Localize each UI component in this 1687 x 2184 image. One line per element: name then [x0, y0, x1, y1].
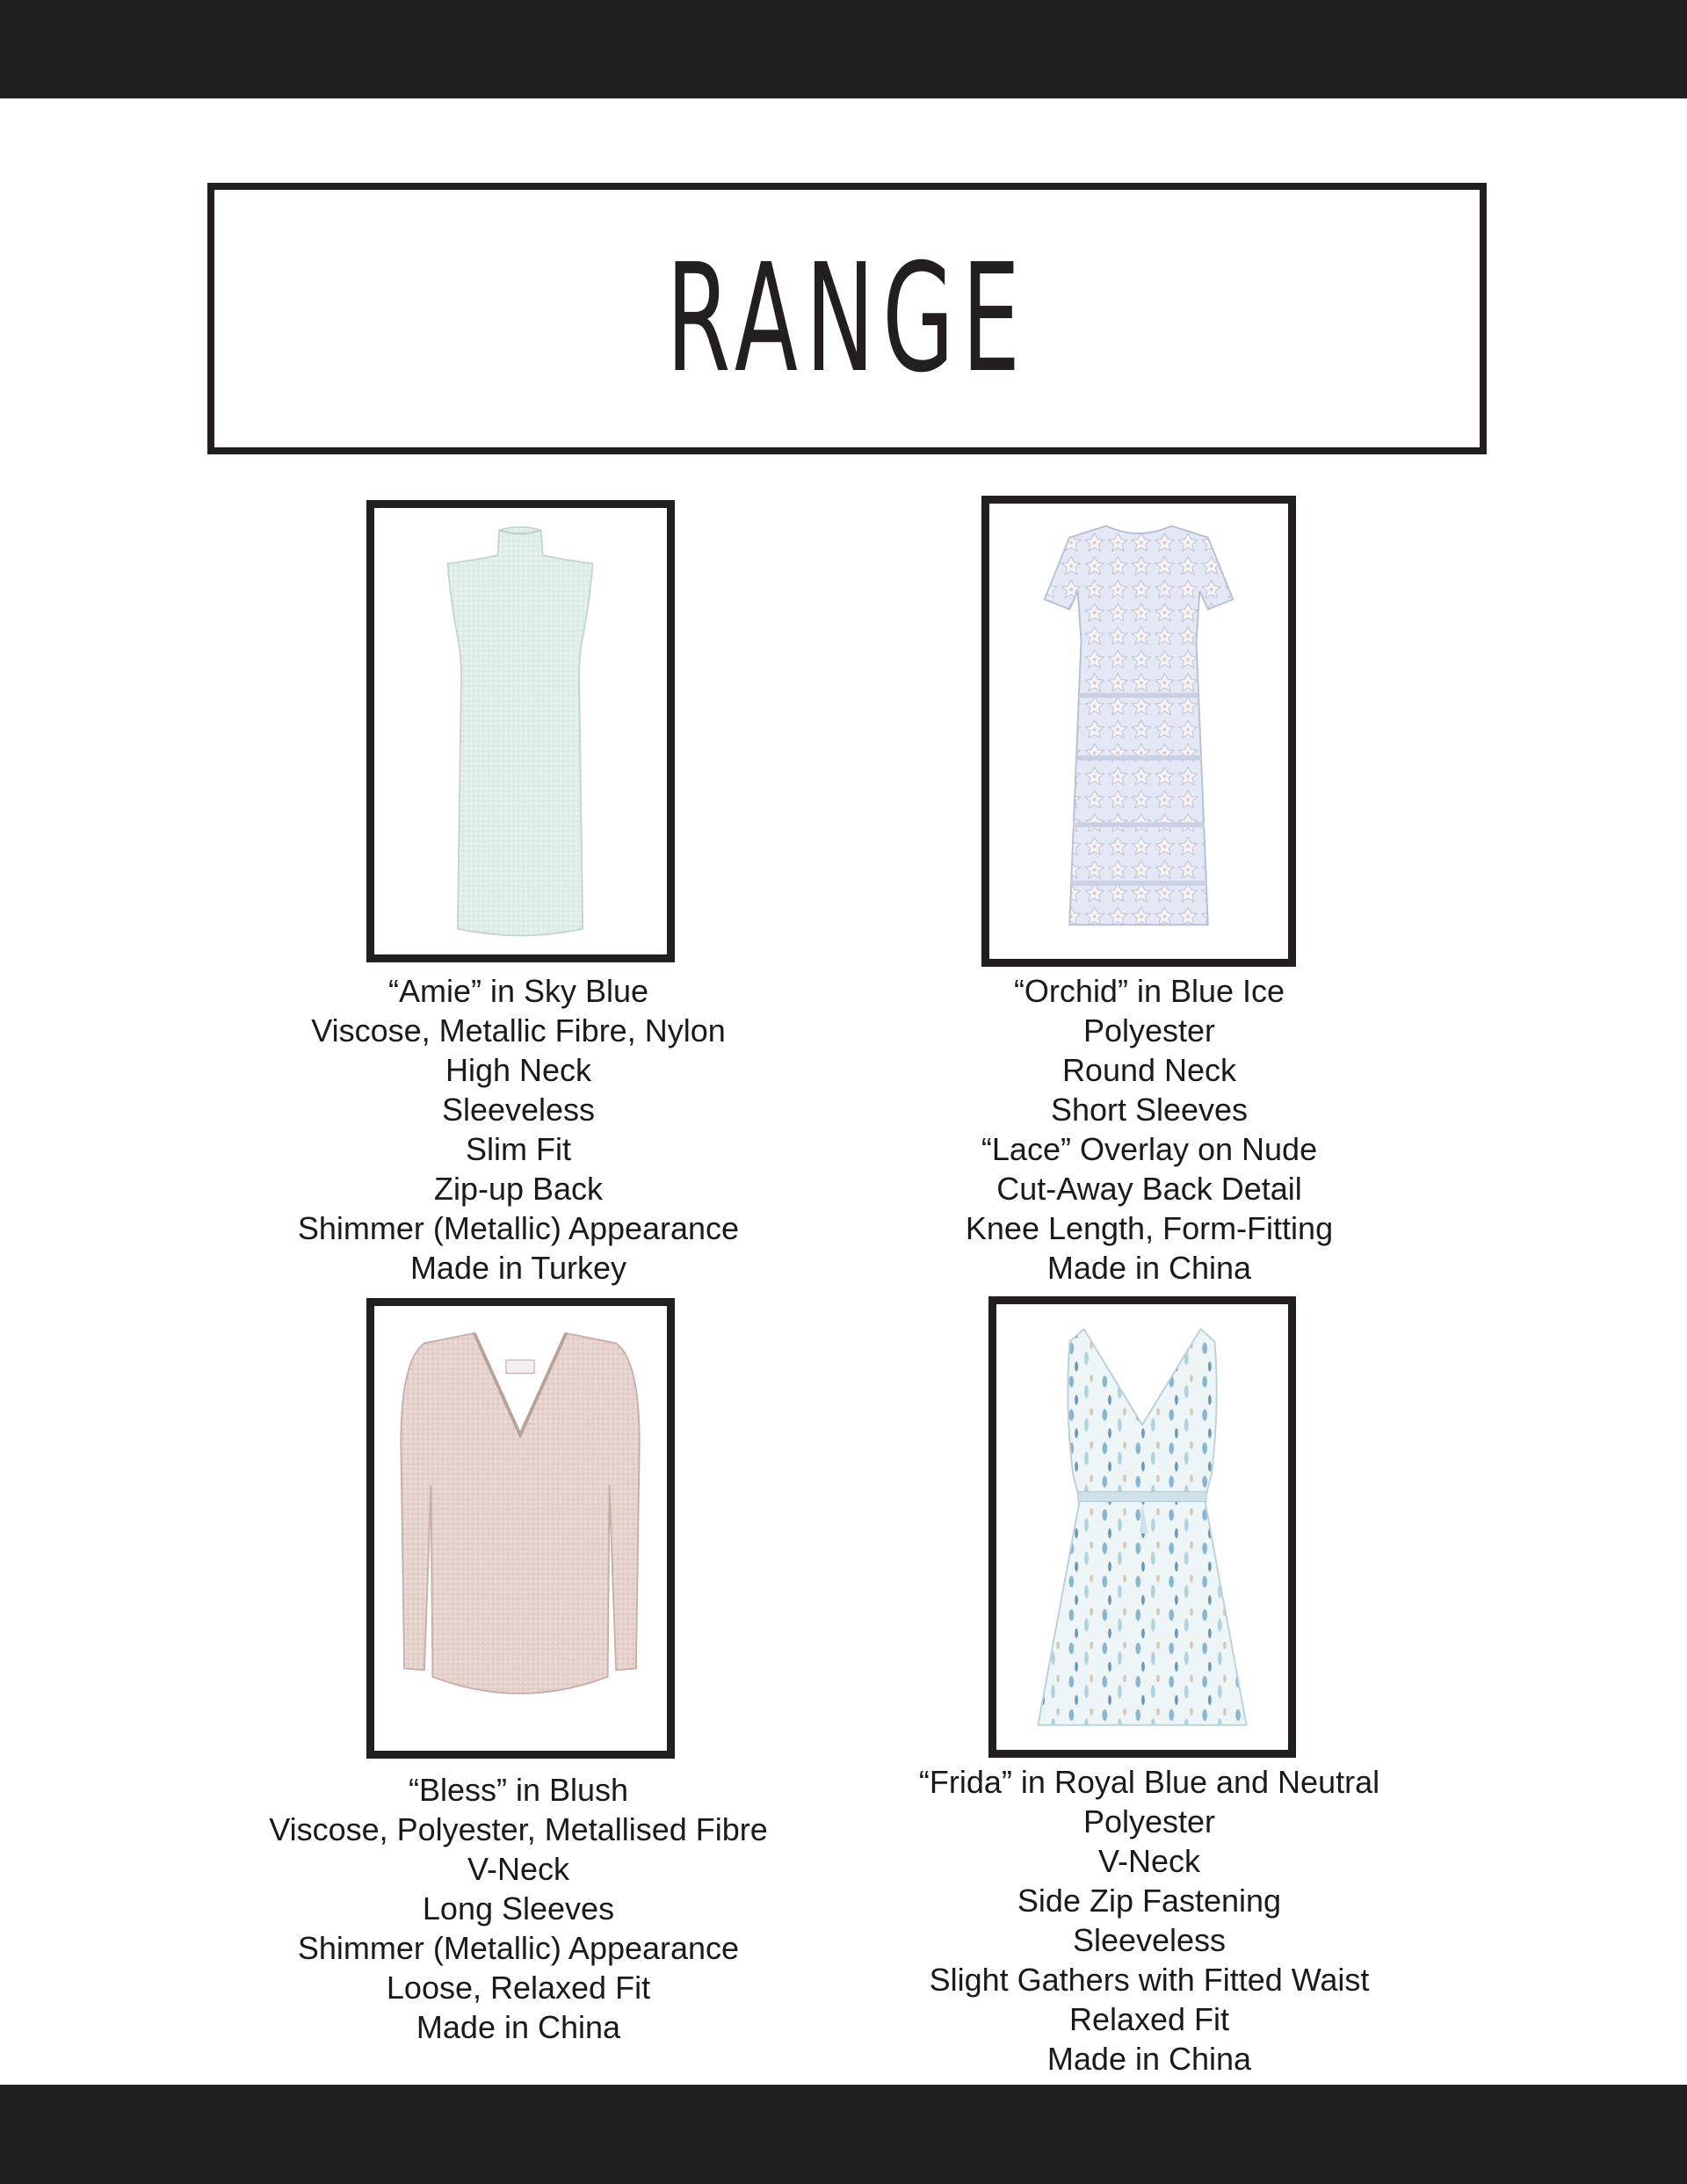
lace-dress-icon	[989, 504, 1288, 959]
product-detail: High Neck	[445, 1052, 592, 1088]
product-detail: Cut-Away Back Detail	[996, 1171, 1302, 1207]
product-detail: Long Sleeves	[422, 1890, 615, 1926]
product-detail: Loose, Relaxed Fit	[386, 1970, 651, 2006]
product-detail: V-Neck	[467, 1851, 570, 1887]
product-name: “Bless” in Blush	[408, 1772, 629, 1808]
product-detail: “Lace” Overlay on Nude	[981, 1131, 1318, 1167]
product-detail: Zip-up Back	[433, 1171, 604, 1207]
sleeveless-high-neck-top-icon	[374, 508, 667, 954]
product-image-frida	[988, 1296, 1296, 1758]
product-detail: V-Neck	[1097, 1843, 1201, 1879]
product-detail: Made in China	[1046, 2041, 1252, 2077]
page-title: RANGE	[666, 231, 1028, 406]
title-box	[207, 183, 1487, 454]
top-band	[0, 0, 1687, 98]
product-detail: Side Zip Fastening	[1017, 1883, 1282, 1919]
product-image-orchid	[981, 496, 1296, 967]
product-detail: Round Neck	[1061, 1052, 1237, 1088]
product-detail: Polyester	[1082, 1803, 1216, 1839]
product-description-amie	[255, 971, 782, 1288]
product-detail: Polyester	[1082, 1012, 1216, 1048]
product-detail: Relaxed Fit	[1068, 2001, 1230, 2037]
bottom-band	[0, 2085, 1687, 2184]
product-image-amie	[366, 500, 675, 962]
product-description-bless	[237, 1770, 800, 2047]
product-detail: Shimmer (Metallic) Appearance	[297, 1210, 740, 1246]
product-description-frida	[868, 1762, 1430, 2079]
product-detail: Viscose, Polyester, Metallised Fibre	[269, 1811, 768, 1847]
product-detail: Slim Fit	[466, 1131, 571, 1167]
product-detail: Shimmer (Metallic) Appearance	[297, 1930, 740, 1966]
v-neck-sweater-icon	[374, 1306, 667, 1751]
product-detail: Knee Length, Form-Fitting	[965, 1210, 1334, 1246]
product-detail: Sleeveless	[441, 1092, 596, 1128]
product-detail: Made in Turkey	[409, 1250, 627, 1286]
product-name: “Orchid” in Blue Ice	[1013, 973, 1285, 1009]
product-detail: Slight Gathers with Fitted Waist	[929, 1962, 1370, 1998]
printed-sleeveless-dress-icon	[996, 1304, 1288, 1750]
product-detail: Viscose, Metallic Fibre, Nylon	[311, 1012, 726, 1048]
product-detail: Made in China	[1046, 1250, 1252, 1286]
product-image-bless	[366, 1298, 675, 1759]
product-name: “Frida” in Royal Blue and Neutral	[918, 1764, 1380, 1800]
product-detail: Made in China	[416, 2009, 621, 2045]
product-name: “Amie” in Sky Blue	[387, 973, 649, 1009]
product-description-orchid	[886, 971, 1413, 1288]
product-detail: Sleeveless	[1072, 1922, 1227, 1958]
product-detail: Short Sleeves	[1050, 1092, 1249, 1128]
